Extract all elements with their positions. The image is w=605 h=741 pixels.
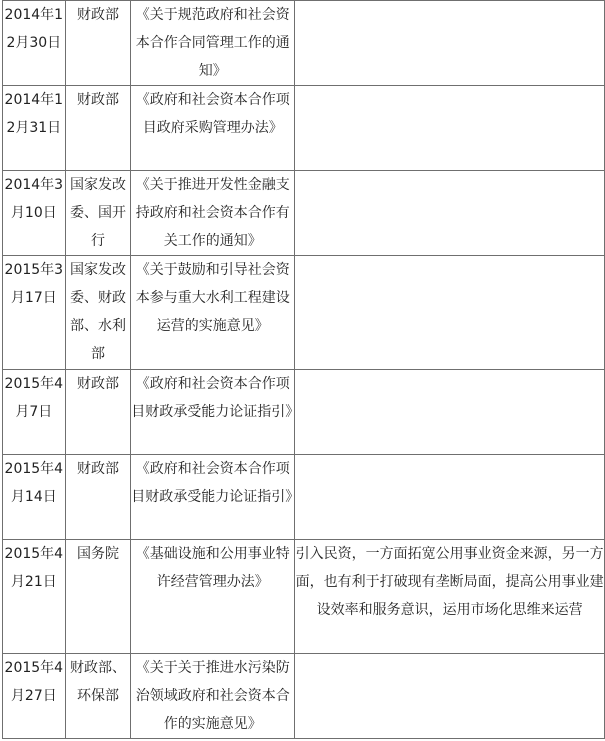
document-cell: 《关于规范政府和社会资本合作合同管理工作的通知》 — [131, 1, 295, 86]
department-cell: 财政部 — [65, 1, 131, 86]
date-cell: 2015年4月14日 — [3, 455, 66, 540]
date-cell: 2015年4月7日 — [3, 370, 66, 455]
date-cell: 2015年4月27日 — [3, 654, 66, 739]
department-cell: 财政部 — [65, 455, 131, 540]
note-cell: 引入民资，一方面拓宽公用事业资金来源，另一方面，也有利于打破现有垄断局面，提高公用事业建设效率和服务意识，运用市场化思维来运营 — [295, 540, 605, 654]
note-cell — [295, 370, 605, 455]
department-cell: 国家发改委、国开行 — [65, 171, 131, 256]
document-cell: 《关于鼓励和引导社会资本参与重大水利工程建设运营的实施意见》 — [131, 256, 295, 370]
table-row — [3, 540, 605, 654]
note-cell — [295, 86, 605, 171]
date-cell: 2014年12月31日 — [3, 86, 66, 171]
document-cell: 《政府和社会资本合作项目财政承受能力论证指引》 — [131, 370, 295, 455]
note-cell — [295, 654, 605, 739]
table-row — [3, 654, 605, 739]
note-cell — [295, 455, 605, 540]
date-cell: 2015年3月17日 — [3, 256, 66, 370]
table-row — [3, 455, 605, 540]
document-cell: 《政府和社会资本合作项目财政承受能力论证指引》 — [131, 455, 295, 540]
date-cell: 2015年4月21日 — [3, 540, 66, 654]
department-cell: 财政部、环保部 — [65, 654, 131, 739]
department-cell: 财政部 — [65, 86, 131, 171]
document-cell: 《关于推进开发性金融支持政府和社会资本合作有关工作的通知》 — [131, 171, 295, 256]
table-row — [3, 1, 605, 86]
table-row — [3, 86, 605, 171]
policy-table — [2, 0, 605, 739]
table-row — [3, 171, 605, 256]
document-cell: 《政府和社会资本合作项目政府采购管理办法》 — [131, 86, 295, 171]
note-cell — [295, 171, 605, 256]
policy-table-body — [3, 1, 605, 739]
note-cell — [295, 256, 605, 370]
department-cell: 财政部 — [65, 370, 131, 455]
document-cell: 《关于关于推进水污染防治领域政府和社会资本合作的实施意见》 — [131, 654, 295, 739]
date-cell: 2014年12月30日 — [3, 1, 66, 86]
document-cell: 《基础设施和公用事业特许经营管理办法》 — [131, 540, 295, 654]
table-row — [3, 256, 605, 370]
table-row — [3, 370, 605, 455]
date-cell: 2014年3月10日 — [3, 171, 66, 256]
department-cell: 国家发改委、财政部、水利部 — [65, 256, 131, 370]
note-cell — [295, 1, 605, 86]
department-cell: 国务院 — [65, 540, 131, 654]
